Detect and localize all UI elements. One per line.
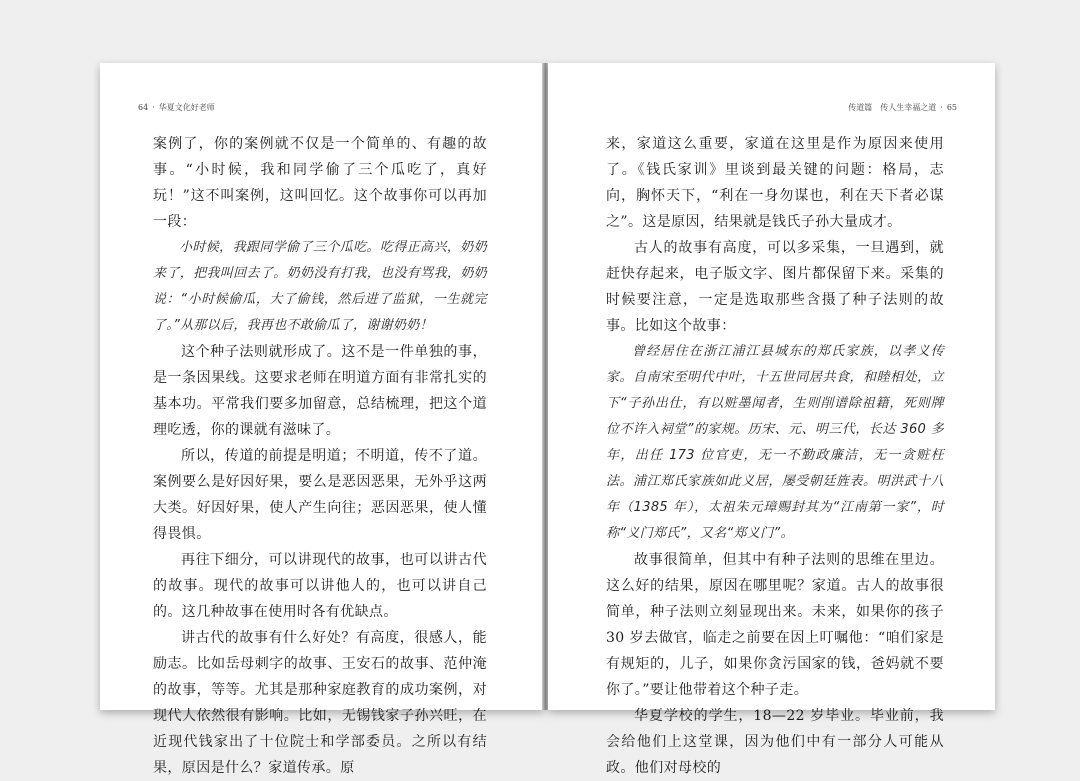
paragraph: 这个种子法则就形成了。这不是一件单独的事，是一条因果线。这要求老师在明道方面有非常扎实的基本功。平常我们要多加留意，总结梳理，把这个道理吃透，你的课就有滋味了。: [153, 344, 487, 438]
paragraph: 华夏学校的学生，18—22 岁毕业。毕业前，我会给他们上这堂课，因为他们中有一部分人可能从政。他们对母校的: [606, 708, 944, 776]
quoted-story: 曾经居住在浙江浦江县城东的郑氏家族，以孝义传家。自南宋至明代中叶，十五世同居共食，和睦相处，立下“子孙出仕，有以赃墨闻者，生则削谱除祖籍，死则牌位不许入祠堂”的家规。历宋、元、明三代，长达 360 多年，出任 173 位官吏，无一不勤政廉洁，无一贪赃枉法。浦江郑氏家族如此义居，屡受朝廷旌表。明洪武十八年（1385 年），太祖朱元璋赐封其为“江南第一家”，时称“义门郑氏”，又名“郑义门”。: [606, 344, 944, 541]
paragraph: 讲古代的故事有什么好处？有高度，很感人，能励志。比如岳母刺字的故事、王安石的故事、范仲淹的故事，等等。尤其是那种家庭教育的成功案例，对现代人依然很有影响。比如，无锡钱家子孙兴旺，在近现代钱家出了十位院士和学部委员。之所以有结果，原因是什么？家道传承。原: [153, 630, 487, 776]
left-page-number: 64: [138, 103, 149, 112]
paragraph: 古人的故事有高度，可以多采集，一旦遇到，就赶快存起来，电子版文字、图片都保留下来。采集的时候要注意，一定是选取那些含摄了种子法则的故事。比如这个故事：: [606, 240, 944, 334]
right-header-separator: ·: [940, 103, 943, 112]
right-chapter-title: 传道篇 传人生幸福之道: [848, 103, 937, 112]
paragraph: 再往下细分，可以讲现代的故事，也可以讲古代的故事。现代的故事可以讲他人的，也可以讲自己的。这几种故事在使用时各有优缺点。: [153, 552, 487, 620]
paragraph: 所以，传道的前提是明道；不明道，传不了道。案例要么是好因好果，要么是恶因恶果，无外乎这两大类。好因好果，使人产生向往；恶因恶果，使人懂得畏惧。: [153, 448, 487, 542]
paragraph: 来，家道这么重要，家道在这里是作为原因来使用了。《钱氏家训》里谈到最关键的问题：格局，志向，胸怀天下，“利在一身勿谋也，利在天下者必谋之”。这是原因，结果就是钱氏子孙大量成才。: [606, 136, 944, 230]
right-body-text: [606, 131, 944, 781]
left-book-title: 华夏文化好老师: [158, 103, 215, 112]
left-page: [100, 63, 544, 776]
right-page-number: 65: [946, 103, 957, 112]
quoted-story: 小时候，我跟同学偷了三个瓜吃。吃得正高兴，奶奶来了，把我叫回去了。奶奶没有打我，也没有骂我，奶奶说：“小时候偷瓜，大了偷钱，然后进了监狱，一生就完了。”从那以后，我再也不敢偷瓜了，谢谢奶奶！: [153, 240, 487, 333]
paragraph: 故事很简单，但其中有种子法则的思维在里边。这么好的结果，原因在哪里呢？家道。古人的故事很简单，种子法则立刻显现出来。未来，如果你的孩子 30 岁去做官，临走之前要在因上叮嘱他：“咱们家是有规矩的，儿子，如果你贪污国家的钱，爸妈就不要你了。”要让他带着这个种子走。: [606, 552, 944, 698]
right-running-head: [848, 102, 957, 113]
left-body-text: [153, 131, 487, 781]
left-header-separator: ·: [152, 103, 155, 112]
paragraph: 案例了，你的案例就不仅是一个简单的、有趣的故事。“小时候，我和同学偷了三个瓜吃了，真好玩！”这不叫案例，这叫回忆。这个故事你可以再加一段：: [153, 136, 487, 230]
right-page: [548, 63, 995, 776]
left-running-head: [138, 102, 215, 113]
